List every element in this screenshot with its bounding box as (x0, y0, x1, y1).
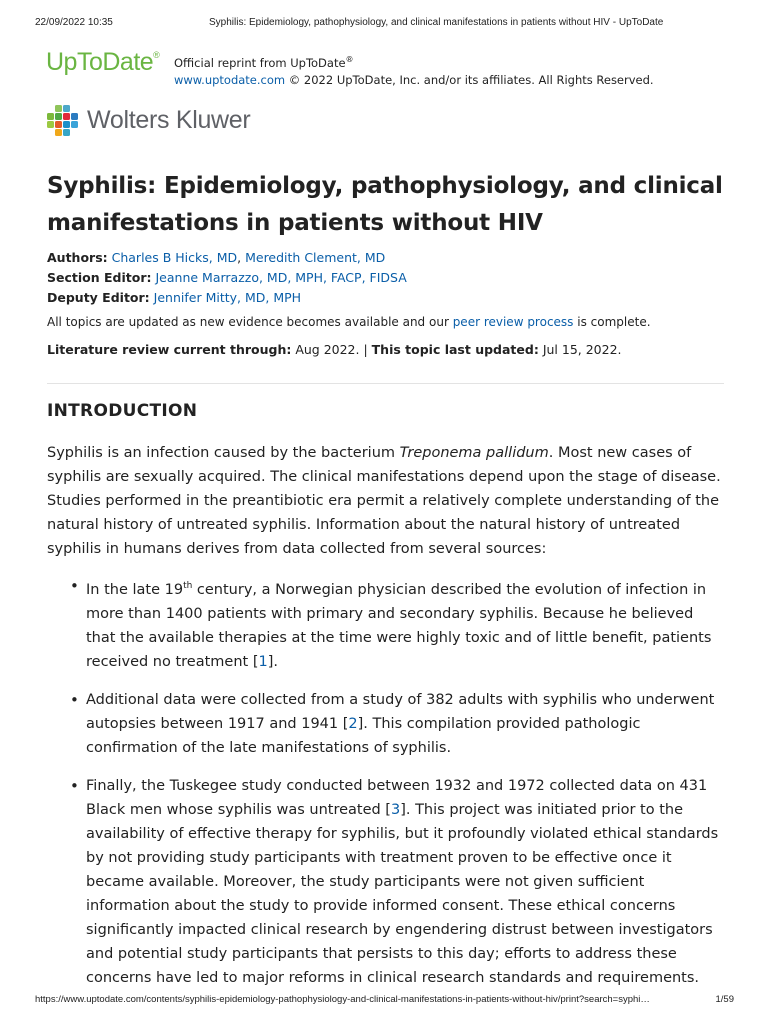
authors-row: Authors: Charles B Hicks, MD, Meredith Clement, MD (47, 250, 386, 265)
section-divider (47, 383, 724, 384)
reprint-line: Official reprint from UpToDate (174, 55, 346, 70)
intro-text-start: Syphilis is an infection caused by the bacterium (47, 445, 400, 461)
author-link-1[interactable]: Charles B Hicks, MD (111, 250, 238, 265)
list-item (47, 574, 727, 674)
uptodate-logo-text: UpToDate (46, 48, 154, 76)
introduction-heading: INTRODUCTION (47, 401, 198, 421)
section-editor-row (47, 268, 407, 288)
wolters-kluwer-logo (46, 103, 250, 137)
update-note (47, 315, 651, 329)
intro-text-end: . Most new cases of syphilis are sexually acquired. The clinical manifestations depend upon the stage of disease. Studies performed in the preantibiotic era permit a relatively complete understanding of the natural history of untreated syphilis. Information about the natural history of untreated syphilis in humans derives from data collected from several sources: (47, 445, 721, 557)
list-item (47, 688, 727, 760)
print-page-title: Syphilis: Epidemiology, pathophysiology, and clinical manifestations in patients without HIV - UpToDate (209, 17, 664, 28)
bullet-1-text-cont: century, a Norwegian physician described the evolution of infection in more than 1400 patients with primary and secondary syphilis. Because he believed that the available therapies at the time were highly toxic and of little benefit, patients received no treatment [ (86, 581, 712, 670)
bullet-3-text: Finally, the Tuskegee study conducted between 1932 and 1972 collected data on 431 Black men whose syphilis was untreated [ (86, 777, 708, 818)
deputy-editor-row (47, 288, 407, 308)
introduction-paragraph (47, 441, 727, 561)
update-note-text: All topics are updated as new evidence becomes available and our (47, 315, 453, 329)
copyright-text: © 2022 UpToDate, Inc. and/or its affiliates. All Rights Reserved. (285, 73, 654, 88)
uptodate-logo-mark: ® (153, 50, 160, 60)
literature-review-line (47, 342, 622, 357)
wolters-kluwer-wordmark: Wolters Kluwer (87, 105, 251, 134)
bullet-2-end: ]. This compilation provided pathologic confirmation of the late manifestations of syphilis. (86, 715, 641, 756)
lit-review-value: Aug 2022. | (291, 342, 372, 357)
bullet-3-end: ]. This project was initiated prior to the availability of effective therapy for syphilis, but it profoundly violated ethical standards by not providing study participants with treatment proven to be effective once it became available. Moreover, the study participants were not given sufficient information about the study to provide informed consent. These ethical concerns significantly impacted clinical research by engendering distrust between investigators and potential study participants that persists to this day; efforts to address these concerns have led to major reforms in clinical research standards and requirements. (86, 801, 719, 986)
update-note-end: is complete. (573, 315, 651, 329)
last-updated-value: Jul 15, 2022. (538, 342, 622, 357)
bullet-1-text: In the late 19 (86, 581, 184, 598)
print-datetime: 22/09/2022 10:35 (35, 17, 113, 28)
print-footer-url: https://www.uptodate.com/contents/syphilis-epidemiology-pathophysiology-and-clinical-manifestations-in-patients-without-hiv/print?search=syphi… (35, 994, 650, 1005)
peer-review-link[interactable]: peer review process (452, 315, 574, 329)
last-updated-label: This topic last updated: (371, 342, 539, 357)
reference-link-3[interactable]: 3 (390, 801, 401, 818)
list-item (47, 774, 727, 990)
article-title: Syphilis: Epidemiology, pathophysiology, and clinical manifestations in patients without HIV (47, 173, 723, 236)
article-meta (47, 248, 407, 308)
author-link-2[interactable]: Meredith Clement, MD (245, 250, 386, 265)
bullet-2-text: Additional data were collected from a study of 382 adults with syphilis who underwent autopsies between 1917 and 1941 [ (86, 691, 715, 732)
intro-species-name: Treponema pallidum (399, 445, 549, 461)
uptodate-site-link[interactable]: www.uptodate.com (174, 73, 286, 88)
lit-review-label: Literature review current through: (47, 342, 292, 357)
print-footer-page: 1/59 (715, 994, 734, 1005)
bullet-1-end: ]. (267, 653, 278, 670)
reference-link-1[interactable]: 1 (258, 653, 268, 670)
reference-link-2[interactable]: 2 (348, 715, 358, 732)
reprint-mark: ® (345, 55, 354, 64)
reprint-notice (174, 51, 654, 90)
history-sources-list (47, 574, 727, 1004)
wolters-kluwer-logo-icon (46, 103, 80, 137)
uptodate-logo[interactable] (46, 48, 159, 77)
section-editor-link[interactable]: Jeanne Marrazzo, MD, MPH, FACP, FIDSA (155, 270, 407, 285)
deputy-editor-link[interactable]: Jennifer Mitty, MD, MPH (153, 290, 302, 305)
bullet-1-sup: th (183, 581, 193, 591)
authors-label: Authors: (47, 250, 108, 265)
section-editor-label: Section Editor: (47, 270, 152, 285)
deputy-editor-label: Deputy Editor: (47, 290, 150, 305)
